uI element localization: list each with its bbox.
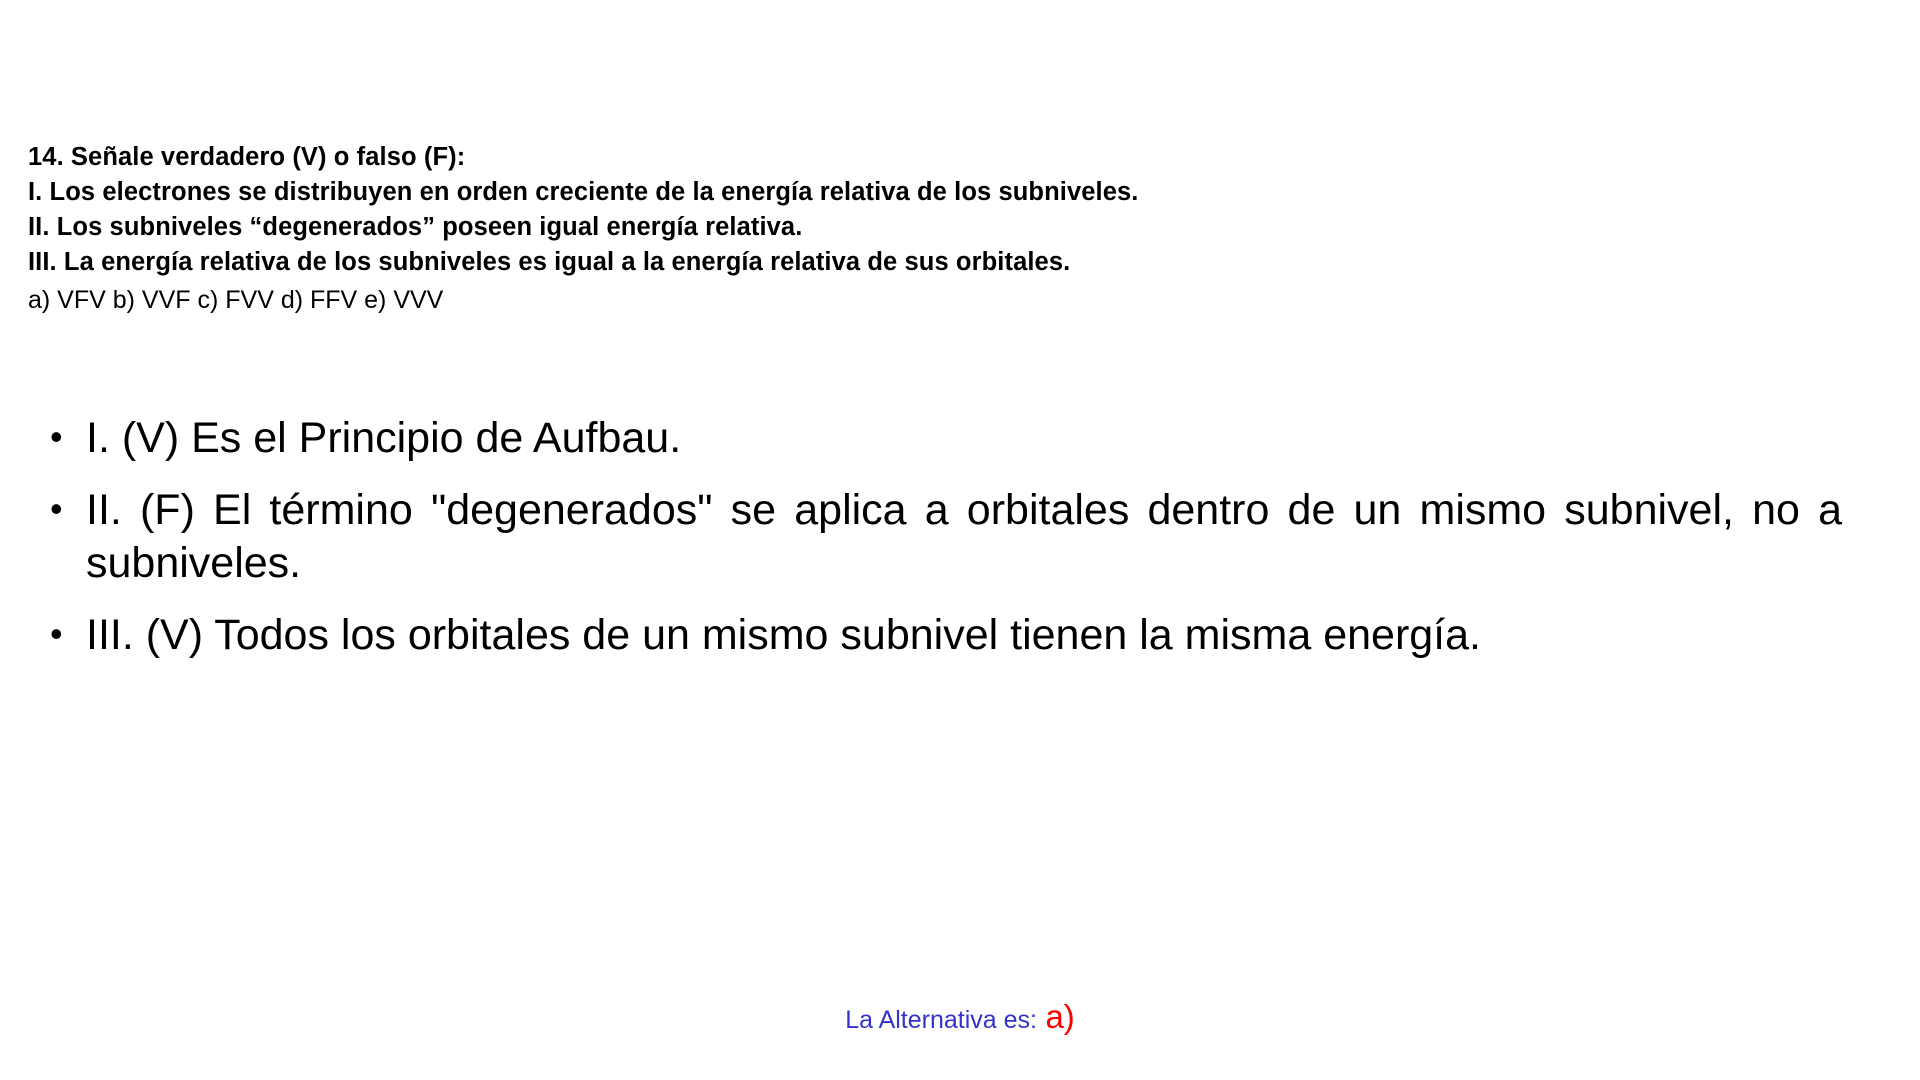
answer-footer-value: a) (1045, 998, 1075, 1035)
question-statement-3: III. La energía relativa de los subniveles es igual a la energía relativa de sus orbitales. (28, 247, 1071, 276)
list-item (50, 484, 1850, 589)
list-item (50, 412, 1850, 464)
bullet-icon: • (50, 416, 63, 457)
question-statement-2: II. Los subniveles “degenerados” poseen igual energía relativa. (28, 212, 803, 241)
answer-footer-label: La Alternativa es: (845, 1006, 1037, 1034)
list-item (50, 609, 1850, 661)
bullet-icon: • (50, 488, 63, 530)
question-block (28, 140, 1858, 318)
bullet-icon: • (50, 613, 63, 655)
question-statement-1: I. Los electrones se distribuyen en orden creciente de la energía relativa de los subniveles. (28, 177, 1139, 206)
list-item-label: I. (V) Es el Principio de Aufbau. (86, 414, 682, 462)
explanation-list (50, 412, 1850, 682)
answer-footer (0, 998, 1920, 1036)
question-options-line: a) VFV b) VVF c) FVV d) FFV e) VVV (28, 285, 444, 314)
list-item-label: II. (F) El término "degenerados" se aplica a orbitales dentro de un mismo subnivel, no a subniveles. (86, 486, 1842, 587)
question-prompt: 14. Señale verdadero (V) o falso (F): (28, 143, 466, 171)
list-item-label: III. (V) Todos los orbitales de un mismo subnivel tienen la misma energía. (86, 611, 1481, 660)
